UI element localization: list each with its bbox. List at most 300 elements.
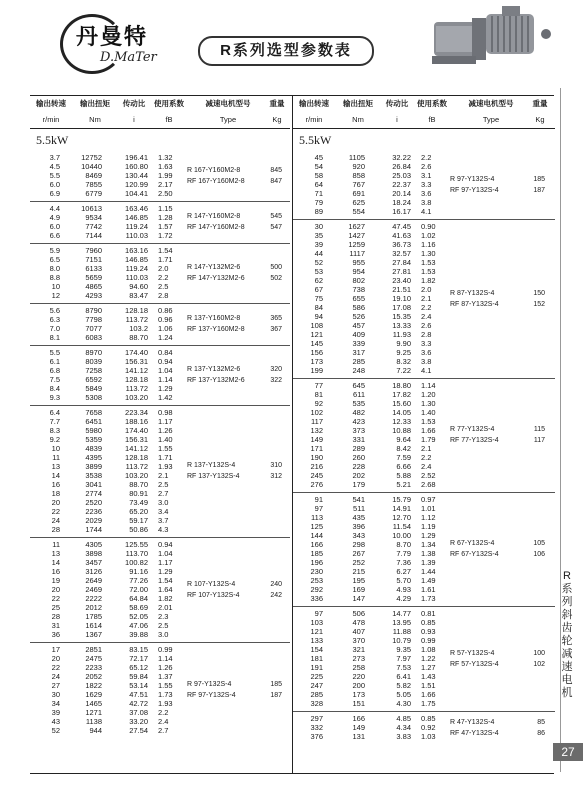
torque-cell: 1367 — [85, 630, 102, 639]
service-factor-cell: 2.68 — [421, 480, 436, 489]
ratio-cell: 14.05 — [392, 408, 411, 417]
col-sf-unit: fB — [165, 115, 173, 124]
ratio-cell: 59.17 — [129, 516, 148, 525]
speed-cell: 30 — [314, 222, 323, 231]
speed-cell: 13 — [51, 462, 60, 471]
weight-list — [523, 174, 545, 196]
ratio-cell: 32.57 — [392, 249, 411, 258]
motor-model: R 147-Y132M2-6 — [187, 264, 241, 271]
motor-model: R 67-Y132S-4 — [450, 540, 495, 547]
table-row — [293, 723, 555, 732]
power-section-title: 5.5kW — [36, 133, 69, 147]
speed-cell: 5.5 — [49, 171, 60, 180]
torque-cell: 166 — [352, 714, 365, 723]
ratio-cell: 21.51 — [392, 285, 411, 294]
service-factor-cell: 0.94 — [158, 357, 173, 366]
ratio-cell: 73.49 — [129, 498, 148, 507]
service-factor-cell: 1.39 — [421, 558, 436, 567]
motor-model: R 87-Y132S-4 — [450, 289, 495, 297]
weight-value: 320 — [270, 366, 282, 373]
weight-value: 500 — [270, 264, 282, 271]
weight-list — [260, 364, 282, 386]
speed-cell: 10 — [51, 282, 60, 291]
speed-cell: 297 — [310, 714, 323, 723]
model-group — [293, 606, 555, 712]
service-factor-cell: 3.0 — [158, 498, 169, 507]
speed-cell: 7.5 — [49, 375, 60, 384]
speed-cell: 30 — [51, 690, 60, 699]
torque-cell: 7258 — [85, 366, 102, 375]
motor-model-list — [450, 648, 499, 670]
speed-cell: 6.4 — [49, 408, 60, 417]
service-factor-cell: 1.49 — [421, 576, 436, 585]
ratio-cell: 83.15 — [129, 645, 148, 654]
torque-cell: 343 — [352, 531, 365, 540]
speed-cell: 31 — [51, 621, 60, 630]
table-row — [293, 471, 555, 480]
table-row — [30, 348, 290, 357]
service-factor-cell: 2.50 — [158, 189, 173, 198]
service-factor-cell: 2.17 — [158, 180, 173, 189]
table-row — [30, 699, 290, 708]
table-row — [293, 444, 555, 453]
ratio-cell: 80.91 — [129, 489, 148, 498]
model-group — [30, 201, 290, 244]
table-row — [293, 276, 555, 285]
table-row — [30, 384, 290, 393]
service-factor-cell: 0.96 — [158, 315, 173, 324]
motor-model-list — [187, 460, 240, 482]
ratio-cell: 103.2 — [129, 324, 148, 333]
table-right-half — [292, 96, 555, 773]
torque-cell: 409 — [352, 330, 365, 339]
service-factor-cell: 0.85 — [421, 714, 436, 723]
service-factor-cell: 1.57 — [158, 222, 173, 231]
table-row — [30, 594, 290, 603]
service-factor-cell: 3.4 — [158, 507, 169, 516]
table-row — [293, 366, 555, 375]
service-factor-cell: 2.52 — [421, 471, 436, 480]
side-category-tab: R系列斜齿轮减速电机 — [561, 570, 573, 699]
ratio-cell: 72.00 — [129, 585, 148, 594]
service-factor-cell: 1.37 — [158, 672, 173, 681]
speed-cell: 171 — [310, 444, 323, 453]
table-row — [30, 291, 290, 300]
speed-cell: 196 — [310, 558, 323, 567]
service-factor-cell: 3.6 — [421, 348, 432, 357]
weight-list — [523, 717, 545, 739]
service-factor-cell: 1.16 — [421, 240, 436, 249]
service-factor-cell: 1.17 — [158, 417, 173, 426]
torque-cell: 370 — [352, 636, 365, 645]
torque-cell: 131 — [352, 732, 365, 741]
service-factor-cell: 1.43 — [421, 672, 436, 681]
torque-cell: 535 — [352, 399, 365, 408]
ratio-cell: 156.31 — [125, 357, 148, 366]
weight-value: 102 — [533, 660, 545, 668]
torque-cell: 1138 — [85, 717, 102, 726]
torque-cell: 202 — [352, 471, 365, 480]
ratio-cell: 8.32 — [396, 357, 411, 366]
ratio-cell: 15.60 — [392, 399, 411, 408]
weight-value: 367 — [270, 326, 282, 333]
service-factor-cell: 1.14 — [158, 375, 173, 384]
torque-cell: 8469 — [85, 171, 102, 180]
motor-model: R 137-Y132M2-6 — [187, 366, 241, 373]
motor-model-list — [450, 717, 499, 739]
speed-cell: 28 — [51, 525, 60, 534]
service-factor-cell: 2.5 — [158, 480, 169, 489]
ratio-cell: 25.03 — [392, 171, 411, 180]
ratio-cell: 50.86 — [129, 525, 148, 534]
speed-cell: 245 — [310, 471, 323, 480]
torque-cell: 423 — [352, 417, 365, 426]
speed-cell: 6.0 — [49, 222, 60, 231]
weight-value: 187 — [533, 186, 545, 194]
ratio-cell: 47.45 — [392, 222, 411, 231]
torque-cell: 625 — [352, 198, 365, 207]
speed-cell: 8.8 — [49, 273, 60, 282]
ratio-cell: 14.91 — [392, 504, 411, 513]
torque-cell: 2012 — [85, 603, 102, 612]
table-row — [30, 630, 290, 639]
torque-cell: 526 — [352, 312, 365, 321]
torque-cell: 435 — [352, 513, 365, 522]
table-row — [30, 246, 290, 255]
page-header — [0, 0, 587, 88]
torque-cell: 858 — [352, 171, 365, 180]
table-row — [30, 375, 290, 384]
service-factor-cell: 1.14 — [158, 654, 173, 663]
speed-cell: 4.4 — [49, 204, 60, 213]
table-row — [30, 654, 290, 663]
speed-cell: 9.3 — [49, 393, 60, 402]
speed-cell: 5.9 — [49, 246, 60, 255]
table-row — [30, 324, 290, 333]
torque-cell: 3898 — [85, 549, 102, 558]
table-row — [293, 222, 555, 231]
ratio-cell: 94.60 — [129, 282, 148, 291]
speed-cell: 276 — [310, 480, 323, 489]
weight-value: 502 — [270, 275, 282, 282]
ratio-cell: 188.16 — [125, 417, 148, 426]
col-sf-header: 使用系数 — [154, 99, 184, 108]
speed-cell: 24 — [51, 516, 60, 525]
torque-cell: 511 — [353, 504, 365, 513]
table-row — [293, 189, 555, 198]
speed-cell: 8.3 — [49, 426, 60, 435]
speed-cell: 13 — [51, 549, 60, 558]
table-row — [30, 498, 290, 507]
speed-cell: 6.9 — [49, 189, 60, 198]
table-row — [293, 504, 555, 513]
speed-cell: 133 — [310, 636, 323, 645]
torque-cell: 396 — [352, 522, 365, 531]
speed-cell: 253 — [310, 576, 323, 585]
col-ratio-header: 传动比 — [385, 99, 409, 108]
motor-model: RF 137-Y132S-4 — [187, 473, 240, 480]
weight-value: 365 — [270, 315, 282, 322]
ratio-cell: 7.36 — [396, 558, 411, 567]
speed-cell: 3.7 — [49, 153, 60, 162]
service-factor-cell: 1.51 — [421, 681, 436, 690]
ratio-cell: 146.85 — [125, 255, 148, 264]
table-row — [293, 453, 555, 462]
service-factor-cell: 2.01 — [158, 603, 173, 612]
ratio-cell: 12.70 — [392, 513, 411, 522]
ratio-cell: 4.93 — [396, 585, 411, 594]
torque-cell: 149 — [352, 723, 365, 732]
table-row — [30, 153, 290, 162]
weight-value: 150 — [533, 289, 545, 297]
col-ratio-header: 传动比 — [122, 99, 146, 108]
motor-model: RF 137-Y160M2-8 — [187, 326, 245, 333]
table-row — [293, 240, 555, 249]
table-row — [30, 525, 290, 534]
speed-cell: 8.1 — [49, 333, 60, 342]
table-row — [293, 294, 555, 303]
speed-cell: 58 — [314, 171, 323, 180]
table-row — [293, 417, 555, 426]
ratio-cell: 64.84 — [129, 594, 148, 603]
torque-cell: 7151 — [85, 255, 102, 264]
service-factor-cell: 1.44 — [421, 567, 436, 576]
speed-cell: 54 — [314, 162, 323, 171]
speed-cell: 4.5 — [49, 162, 60, 171]
table-row — [293, 714, 555, 723]
table-row — [30, 708, 290, 717]
speed-cell: 67 — [314, 285, 323, 294]
speed-cell: 52 — [314, 258, 323, 267]
service-factor-cell: 2.2 — [421, 453, 432, 462]
col-motor-header: 减速电机型号 — [468, 99, 514, 108]
service-factor-cell: 1.53 — [421, 258, 436, 267]
model-group — [293, 711, 555, 744]
torque-cell: 5849 — [85, 384, 102, 393]
speed-cell: 190 — [310, 453, 323, 462]
motor-model: R 107-Y132S-4 — [187, 580, 236, 588]
speed-cell: 156 — [310, 348, 323, 357]
speed-cell: 376 — [310, 732, 323, 741]
torque-cell: 4293 — [85, 291, 102, 300]
service-factor-cell: 2.7 — [158, 489, 169, 498]
speed-cell: 12 — [51, 291, 60, 300]
service-factor-cell: 1.22 — [421, 654, 436, 663]
table-row — [293, 231, 555, 240]
ratio-cell: 7.53 — [396, 663, 411, 672]
table-row — [293, 321, 555, 330]
ratio-cell: 104.41 — [125, 189, 148, 198]
ratio-cell: 88.70 — [129, 333, 148, 342]
weight-value: 322 — [270, 377, 282, 384]
ratio-cell: 23.40 — [392, 276, 411, 285]
ratio-cell: 7.79 — [396, 549, 411, 558]
service-factor-cell: 3.3 — [421, 339, 432, 348]
ratio-cell: 88.70 — [129, 480, 148, 489]
service-factor-cell: 1.02 — [421, 231, 436, 240]
ratio-cell: 103.20 — [125, 471, 148, 480]
torque-cell: 252 — [352, 558, 365, 567]
ratio-cell: 47.51 — [129, 690, 148, 699]
torque-cell: 541 — [352, 495, 365, 504]
speed-cell: 125 — [310, 522, 323, 531]
motor-model-list — [187, 679, 236, 701]
ratio-cell: 3.83 — [396, 732, 411, 741]
motor-model: RF 97-Y132S-4 — [450, 186, 499, 194]
table-row — [293, 399, 555, 408]
col-sf-unit: fB — [428, 115, 436, 124]
service-factor-cell: 1.08 — [421, 645, 436, 654]
ratio-cell: 5.82 — [396, 681, 411, 690]
torque-cell: 5980 — [85, 426, 102, 435]
table-row — [293, 390, 555, 399]
weight-list — [260, 579, 282, 601]
table-row — [293, 522, 555, 531]
motor-model: RF 137-Y132M2-6 — [187, 377, 245, 384]
speed-cell: 7.0 — [49, 324, 60, 333]
table-row — [30, 480, 290, 489]
model-group — [30, 405, 290, 538]
service-factor-cell: 3.1 — [421, 171, 432, 180]
service-factor-cell: 1.27 — [421, 663, 436, 672]
ratio-cell: 27.84 — [392, 258, 411, 267]
selection-table — [30, 95, 554, 774]
service-factor-cell: 1.26 — [158, 663, 173, 672]
table-row — [30, 726, 290, 735]
speed-cell: 43 — [51, 717, 60, 726]
ratio-cell: 9.25 — [396, 348, 411, 357]
model-group — [293, 219, 555, 379]
ratio-cell: 26.84 — [392, 162, 411, 171]
ratio-cell: 37.08 — [129, 708, 148, 717]
ratio-cell: 58.69 — [129, 603, 148, 612]
ratio-cell: 146.85 — [125, 213, 148, 222]
service-factor-cell: 1.79 — [421, 435, 436, 444]
torque-cell: 2233 — [85, 663, 102, 672]
ratio-cell: 4.29 — [396, 594, 411, 603]
table-row — [293, 576, 555, 585]
col-speed-unit: r/min — [42, 115, 60, 124]
weight-value: 547 — [270, 224, 282, 231]
torque-cell: 1822 — [85, 681, 102, 690]
table-row — [30, 435, 290, 444]
torque-cell: 1105 — [348, 153, 365, 162]
service-factor-cell: 4.1 — [421, 207, 432, 216]
motor-model: R 77-Y132S-4 — [450, 426, 495, 433]
service-factor-cell: 3.8 — [421, 357, 432, 366]
torque-cell: 5359 — [85, 435, 102, 444]
table-row — [293, 435, 555, 444]
torque-cell: 802 — [352, 276, 365, 285]
speed-cell: 24 — [51, 672, 60, 681]
ratio-cell: 174.40 — [125, 348, 148, 357]
motor-model: RF 147-Y132M2-6 — [187, 275, 245, 282]
service-factor-cell: 1.73 — [158, 690, 173, 699]
service-factor-cell: 2.6 — [421, 321, 432, 330]
speed-cell: 121 — [310, 627, 323, 636]
torque-cell: 317 — [352, 348, 365, 357]
table-row — [293, 348, 555, 357]
torque-cell: 655 — [352, 294, 365, 303]
table-row — [293, 462, 555, 471]
table-row — [30, 171, 290, 180]
ratio-cell: 32.22 — [392, 153, 411, 162]
weight-list — [523, 538, 545, 560]
torque-cell: 1629 — [85, 690, 102, 699]
ratio-cell: 9.90 — [396, 339, 411, 348]
ratio-cell: 18.80 — [392, 381, 411, 390]
torque-cell: 2469 — [85, 585, 102, 594]
ratio-cell: 52.05 — [129, 612, 148, 621]
torque-cell: 3041 — [85, 480, 102, 489]
table-row — [293, 732, 555, 741]
table-row — [293, 381, 555, 390]
table-row — [30, 558, 290, 567]
speed-cell: 39 — [314, 240, 323, 249]
torque-cell: 228 — [352, 462, 365, 471]
weight-value: 187 — [270, 692, 282, 699]
speed-cell: 6.0 — [49, 180, 60, 189]
ratio-cell: 130.44 — [125, 171, 148, 180]
weight-list — [260, 460, 282, 482]
logo-sub-text: D.MaTer — [100, 50, 157, 65]
table-row — [30, 180, 290, 189]
ratio-cell: 125.55 — [125, 540, 148, 549]
torque-cell: 169 — [352, 585, 365, 594]
ratio-cell: 13.95 — [392, 618, 411, 627]
speed-cell: 181 — [310, 654, 323, 663]
speed-cell: 132 — [310, 426, 323, 435]
motor-model-list — [187, 211, 245, 233]
table-row — [293, 627, 555, 636]
torque-cell: 248 — [352, 366, 365, 375]
col-torque-header: 输出扭矩 — [343, 99, 373, 108]
speed-cell: 20 — [51, 654, 60, 663]
service-factor-cell: 3.7 — [158, 516, 169, 525]
table-row — [30, 189, 290, 198]
service-factor-cell: 2.8 — [421, 330, 432, 339]
service-factor-cell: 0.86 — [158, 306, 173, 315]
torque-cell: 321 — [352, 645, 365, 654]
torque-cell: 1614 — [85, 621, 102, 630]
table-row — [30, 681, 290, 690]
ratio-cell: 113.72 — [125, 462, 148, 471]
service-factor-cell: 1.19 — [421, 522, 436, 531]
torque-cell: 215 — [352, 567, 365, 576]
ratio-cell: 10.79 — [392, 636, 411, 645]
ratio-cell: 6.27 — [396, 567, 411, 576]
table-row — [30, 663, 290, 672]
service-factor-cell: 2.1 — [421, 444, 432, 453]
service-factor-cell: 0.99 — [421, 636, 436, 645]
table-row — [293, 495, 555, 504]
weight-value: 105 — [533, 540, 545, 547]
gear-motor-illustration — [432, 4, 552, 74]
ratio-cell: 12.33 — [392, 417, 411, 426]
ratio-cell: 119.24 — [125, 264, 148, 273]
torque-cell: 2029 — [85, 516, 102, 525]
ratio-cell: 11.54 — [392, 522, 411, 531]
torque-cell: 1271 — [85, 708, 102, 717]
table-row — [30, 507, 290, 516]
motor-model-list — [187, 262, 245, 284]
col-speed-unit: r/min — [305, 115, 323, 124]
motor-model: RF 57-Y132S-4 — [450, 660, 499, 668]
torque-cell: 482 — [352, 408, 365, 417]
weight-value: 845 — [270, 166, 282, 174]
torque-cell: 6133 — [85, 264, 102, 273]
torque-cell: 10440 — [81, 162, 102, 171]
